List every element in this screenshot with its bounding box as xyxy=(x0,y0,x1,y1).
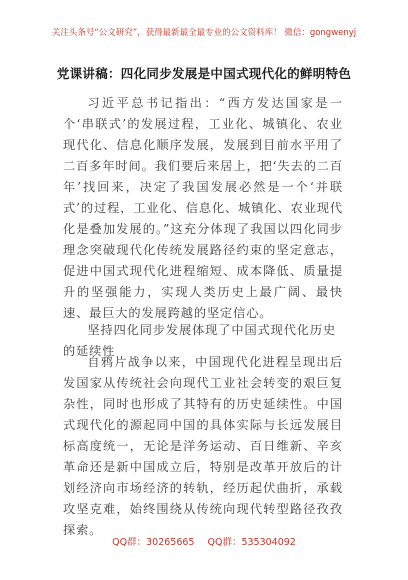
body-paragraph-1: 习近平总书记指出：“西方发达国家是一个‘串联式’的发展过程，工业化、城镇化、农业现代化、信息化顺序发展，发展到目前水平用了二百多年时间。我们要后来居上，把‘失去的二百年’找回来，决定了我国发展必然是一个‘并联式’的过程，工业化、信息化、城镇化、农业现代化是叠加发展的。”这充分体现了我国以四化同步理念突破现代化传统发展路径约束的坚定意志，促进中国式现代化进程缩短、成本降低、质量提升的坚强能力，实现人类历史上最广阔、最快速、最巨大的发展跨越的坚定信心。 xyxy=(63,96,343,320)
body-paragraph-2: 自鸦片战争以来，中国现代化进程呈现出后发国家从传统社会向现代工业社会转变的艰巨复杂性，同时也形成了其特有的历史延续性。中国式现代化的源起同中国的具体实际与长远发展目标高度统一，无论是洋务运动、百日维新、辛亥革命还是新中国成立后，特别是改革开放后的计划经济向市场经济的转轨，经历起伏曲折，承载攻坚克难，始终围绕从传统向现代转型路径孜孜探索。 xyxy=(63,355,343,537)
section-subheading: 坚持四化同步发展体现了中国式现代化历史的延续性 xyxy=(63,323,337,358)
header-banner: 关注头条号“公文研究”，获得最新最全最专业的公文资料库！ 微信：gongwenyj xyxy=(51,28,357,38)
document-title: 党课讲稿：四化同步发展是中国式现代化的鲜明特色 xyxy=(56,66,352,81)
footer-banner: QQ群：30265665 QQ群：535304092 xyxy=(112,537,296,548)
